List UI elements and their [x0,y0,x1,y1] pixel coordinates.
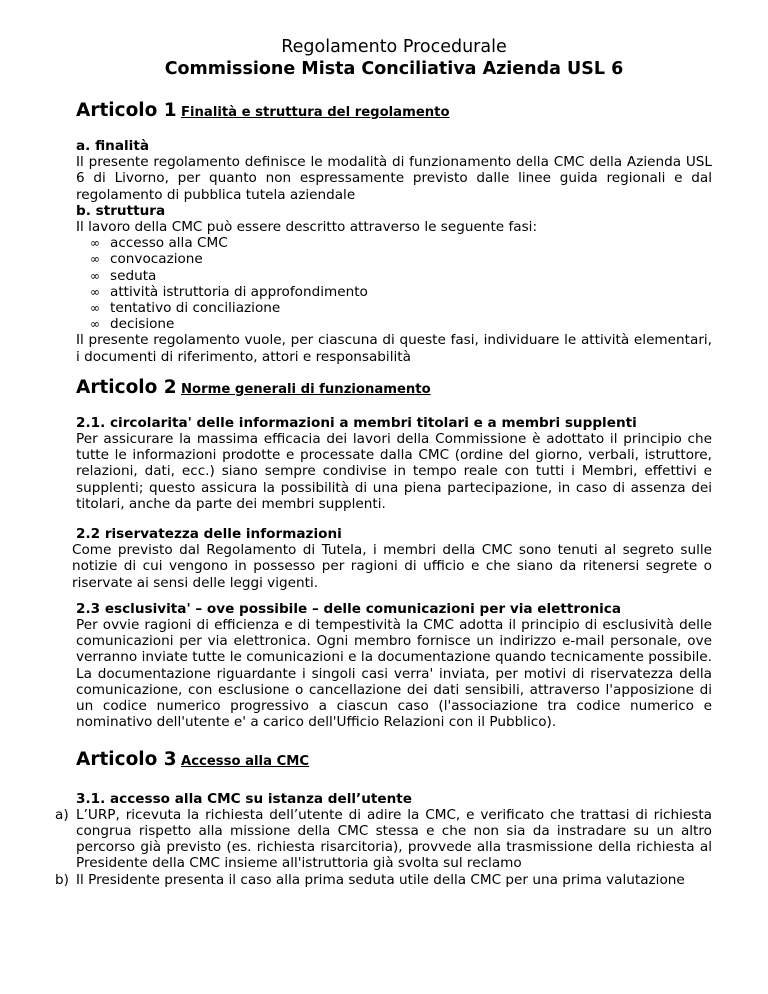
phases-list [76,235,712,332]
list-item: a) L’URP, ricevuta la richiesta dell’utente di adire la CMC, e verificato che trattasi di richiesta congrua rispetto alla missione della CMC stessa e che non sia da instradare su un altro percorso già previsto (es. richiesta risarcitoria), provvede alla trasmissione della richiesta al Presidente della CMC insieme all'istruttoria già svolta sul reclamo [55,806,712,872]
article-2-heading [76,377,712,401]
section-a-heading: a. finalità [76,138,149,154]
section-2-1-heading: 2.1. circolarita' delle informazioni a membri titolari e a membri supplenti [76,414,637,431]
article-1-title: Finalità e struttura del regolamento [181,105,450,120]
list-item: ∞ seduta [90,267,157,284]
article-1-heading [76,100,712,124]
section-b-intro: Il lavoro della CMC può essere descritto attraverso le seguente fasi: [76,219,538,236]
list-item: ∞ accesso alla CMC [90,235,228,252]
article-1-number: Articolo 1 [76,100,177,121]
item-marker: a) [55,806,69,823]
bullet-icon: ∞ [90,236,100,251]
list-item: ∞ convocazione [90,251,203,268]
section-a-text: Il presente regolamento definisce le modalità di funzionamento della CMC della Azienda USL 6 di Livorno, per quanto non espressamente previsto dalle linee guida regionali e dal regolamento di pubblica tutela aziendale [76,154,712,203]
document-subtitle: Commissione Mista Conciliativa Azienda USL 6 [164,59,624,79]
section-3-1-heading: 3.1. accesso alla CMC su istanza dell’utente [76,790,412,807]
section-b-heading: b. struttura [76,202,166,219]
list-item: b) Il Presidente presenta il caso alla prima seduta utile della CMC per una prima valutazione [55,871,685,888]
section-2-2-text: Come previsto dal Regolamento di Tutela, i membri della CMC sono tenuti al segreto sulle notizie di cui vengono in possesso per ragioni di ufficio e che siano da ritenersi segrete o riservate ai sensi delle leggi vigenti. [72,542,712,591]
document-title: Regolamento Procedurale [281,37,507,57]
list-item: ∞ decisione [90,316,175,333]
list-item: ∞ tentativo di conciliazione [90,300,281,317]
access-steps-list [55,806,712,888]
section-2-1-text: Per assicurare la massima efficacia dei lavori della Commissione è adottato il principio che tutte le informazioni prodotte e processate dalla CMC (ordine del giorno, verbali, istruttore, relazioni, dati, ecc.) siano sempre condivise in tempo reale con tutti i Membri, effettivi e supplenti; questo assicura la possibilità di una piena partecipazione, in caso di assenza dei titolari, anche da parte dei membri supplenti. [76,431,712,512]
article-3-heading [76,749,712,773]
bullet-icon: ∞ [90,268,100,283]
bullet-icon: ∞ [90,317,100,332]
item-marker: b) [55,871,69,888]
bullet-icon: ∞ [90,284,100,299]
section-2-3-heading: 2.3 esclusivita' – ove possibile – delle comunicazioni per via elettronica [76,600,622,617]
list-item: ∞ attività istruttoria di approfondimento [90,283,368,300]
bullet-icon: ∞ [90,301,100,316]
bullet-icon: ∞ [90,252,100,267]
article-3-title: Accesso alla CMC [181,753,310,769]
article-2-title: Norme generali di funzionamento [181,381,431,397]
section-2-3-text: Per ovvie ragioni di efficienza e di tempestività la CMC adotta il principio di esclusività delle comunicazioni per via elettronica. Ogni membro fornisce un indirizzo e-mail personale, ove verranno inviate tutte le comunicazioni e la documentazione quando tecnicamente possibile. La documentazione riguardante i singoli casi verra' inviata, per motivi di riservatezza della comunicazione, con esclusione o cancellazione dei dati sensibili, attraverso l'apposizione di un codice numerico progressivo a ciascun caso (l'associazione tra codice numerico e nominativo dell'utente e' a carico dell'Ufficio Relazioni con il Pubblico). [76,617,712,731]
article-3-number: Articolo 3 [76,748,177,770]
section-b-closing: Il presente regolamento vuole, per ciascuna di queste fasi, individuare le attività elementari, i documenti di riferimento, attori e responsabilità [76,332,712,365]
article-2-number: Articolo 2 [76,376,177,398]
section-2-2-heading: 2.2 riservatezza delle informazioni [76,526,342,543]
